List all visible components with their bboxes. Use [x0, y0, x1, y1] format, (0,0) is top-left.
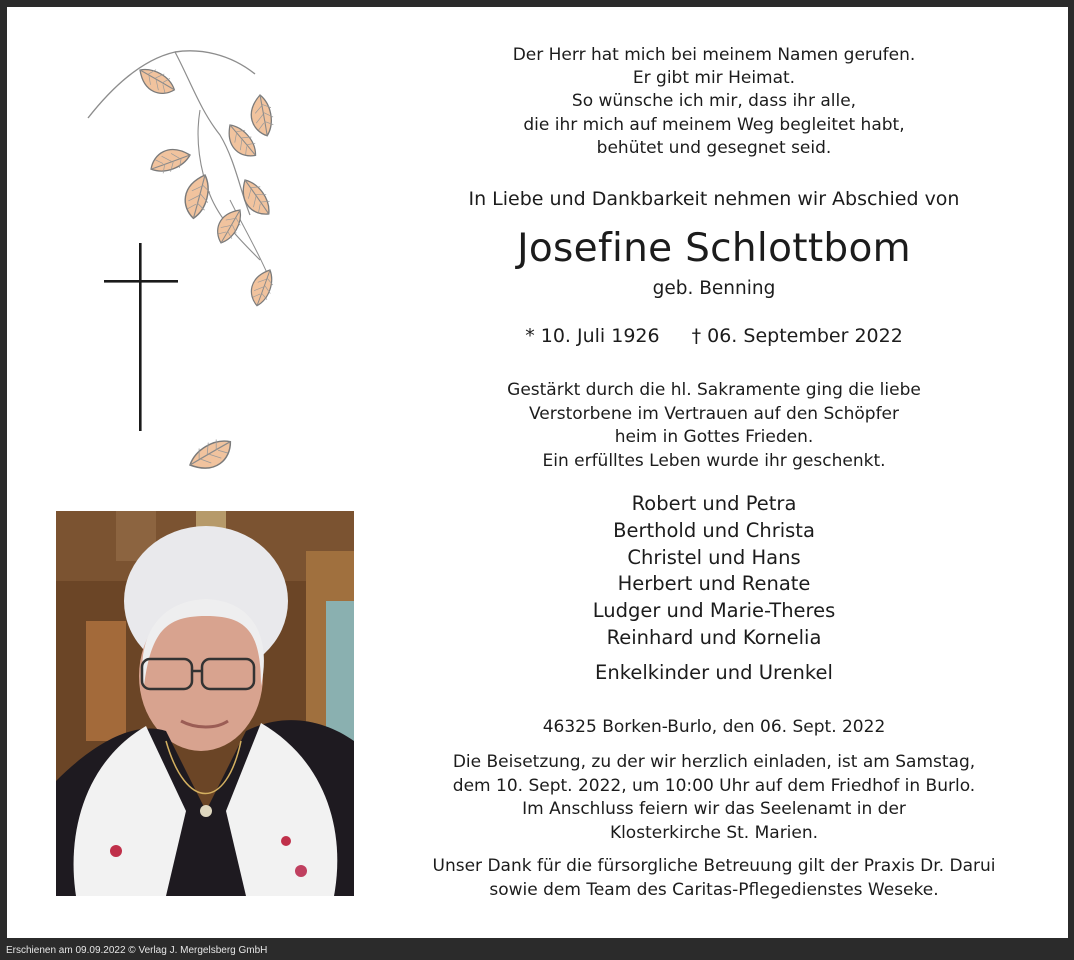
text-line: Verstorbene im Vertrauen auf den Schöpfer: [528, 403, 900, 424]
verse-line: behütet und gesegnet seid.: [596, 137, 832, 158]
intro-text: In Liebe und Dankbarkeit nehmen wir Abschied von: [468, 188, 960, 210]
death-date: † 06. September 2022: [691, 325, 903, 347]
birth-date: * 10. Juli 1926: [525, 325, 660, 347]
burial-line: Klosterkirche St. Marien.: [609, 822, 819, 843]
thanks-line: Unser Dank für die fürsorgliche Betreuung gilt der Praxis Dr. Darui: [432, 856, 996, 876]
thanks-line: sowie dem Team des Caritas-Pflegedienstes Weseke.: [489, 879, 939, 900]
verse-line: Der Herr hat mich bei meinem Namen gerufen.: [512, 45, 916, 65]
family-member: Herbert und Renate: [617, 572, 811, 596]
publication-footer: Erschienen am 09.09.2022 © Verlag J. Mergelsberg GmbH: [6, 945, 268, 956]
text-line: Ein erfülltes Leben wurde ihr geschenkt.: [542, 450, 886, 471]
family-list: [400, 491, 1028, 652]
life-dates: [400, 322, 1028, 350]
family-member: Berthold und Christa: [613, 518, 815, 542]
place-date: 46325 Borken-Burlo, den 06. Sept. 2022: [542, 717, 886, 737]
maiden-name: geb. Benning: [652, 278, 776, 299]
cross-icon: [104, 243, 178, 431]
deceased-name: Josefine Schlottbom: [517, 226, 911, 271]
family-member: Christel und Hans: [627, 545, 801, 569]
family-member: Reinhard und Kornelia: [606, 625, 822, 649]
verse-line: So wünsche ich mir, dass ihr alle,: [571, 91, 857, 112]
verse-line: Er gibt mir Heimat.: [632, 68, 796, 89]
burial-info: [400, 751, 1028, 845]
burial-line: dem 10. Sept. 2022, um 10:00 Uhr auf dem Friedhof in Burlo.: [452, 775, 976, 796]
thanks-text: [400, 855, 1028, 902]
verse-line: die ihr mich auf meinem Weg begleitet habt,: [523, 114, 905, 135]
grandchildren-line: Enkelkinder und Urenkel: [595, 661, 833, 684]
burial-line: Im Anschluss feiern wir das Seelenamt in der: [522, 799, 906, 819]
bible-verse: [400, 44, 1028, 160]
portrait-photo: [56, 511, 354, 896]
text-line: Gestärkt durch die hl. Sakramente ging die liebe: [507, 380, 921, 400]
family-member: Robert und Petra: [631, 492, 797, 515]
burial-line: Die Beisetzung, zu der wir herzlich einladen, ist am Samstag,: [452, 752, 976, 772]
family-member: Ludger und Marie-Theres: [592, 599, 836, 623]
text-line: heim in Gottes Frieden.: [614, 427, 814, 447]
sacrament-text: [400, 379, 1028, 473]
